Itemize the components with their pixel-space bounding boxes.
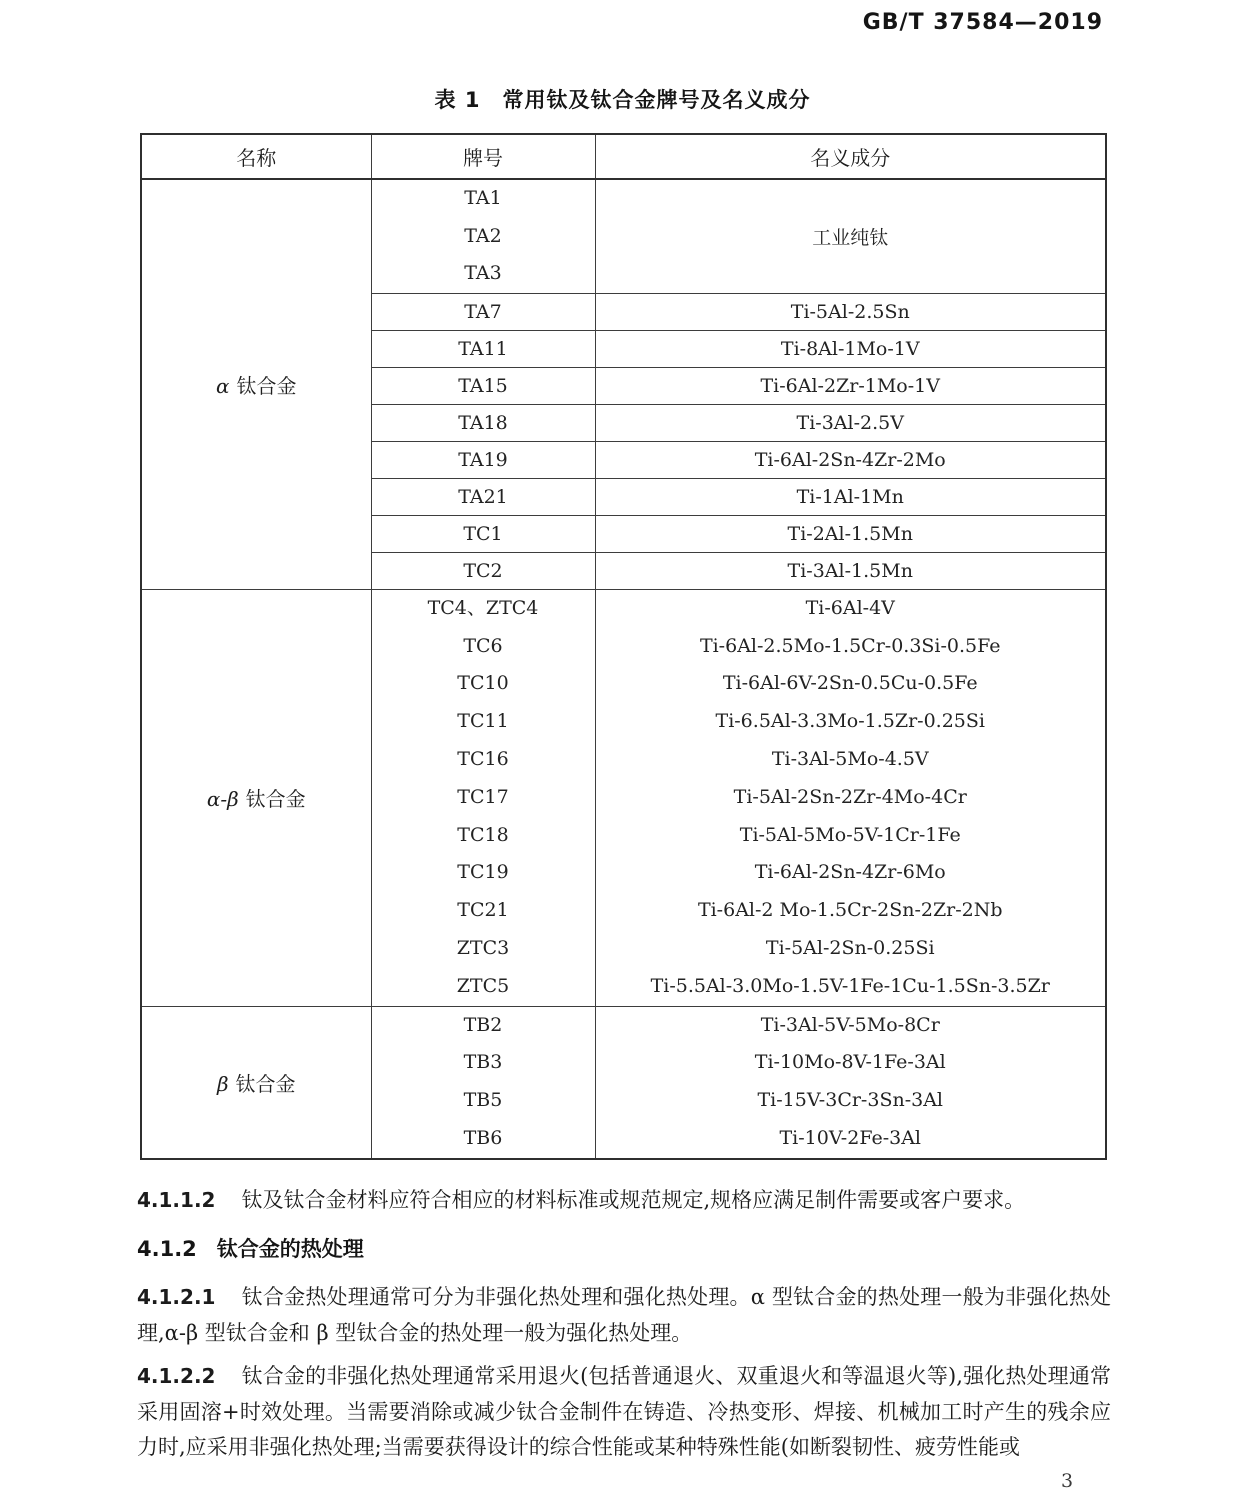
grade-cell: TA18 — [371, 404, 595, 441]
grade-line: TC6 — [463, 634, 503, 657]
composition-cell: 工业纯钛 — [595, 179, 1106, 293]
composition-line: Ti-6.5Al-3.3Mo-1.5Zr-0.25Si — [715, 710, 985, 733]
clause-4112 — [137, 1183, 1111, 1219]
group-name-cell-alpha — [141, 179, 371, 589]
composition-cell: Ti-8Al-1Mo-1V — [595, 330, 1106, 367]
composition-line: Ti-5Al-2Sn-2Zr-4Mo-4Cr — [733, 785, 967, 808]
alpha-symbol: α — [215, 373, 230, 398]
composition-cell: Ti-3Al-2.5V — [595, 404, 1106, 441]
grade-line: ZTC3 — [456, 936, 510, 959]
column-header-composition: 名义成分 — [595, 134, 1106, 179]
table-row — [141, 179, 1106, 293]
composition-line: Ti-6Al-4V — [805, 596, 895, 619]
composition-cell: Ti-3Al-1.5Mn — [595, 552, 1106, 589]
grade-line: TB2 — [463, 1013, 503, 1036]
grade-line: TC10 — [457, 672, 509, 695]
group-name-cell-alpha-beta — [141, 589, 371, 1006]
composition-line: Ti-6Al-2Sn-4Zr-6Mo — [754, 861, 946, 884]
composition-cell: Ti-1Al-1Mn — [595, 478, 1106, 515]
composition-cell: Ti-6Al-2Sn-4Zr-2Mo — [595, 441, 1106, 478]
column-header-grade: 牌号 — [371, 134, 595, 179]
clause-text: 钛合金的热处理 — [216, 1236, 364, 1261]
clause-number: 4.1.2.1 — [137, 1285, 216, 1309]
page-number: 3 — [1060, 1470, 1074, 1492]
composition-line: Ti-6Al-6V-2Sn-0.5Cu-0.5Fe — [722, 672, 978, 695]
table-header-row — [141, 134, 1106, 179]
grade-line: TC16 — [457, 747, 509, 770]
grade-cell: TC2 — [371, 552, 595, 589]
composition-cell: Ti-6Al-2Zr-1Mo-1V — [595, 367, 1106, 404]
table-row — [141, 589, 1106, 1006]
clause-text: 钛合金的非强化热处理通常采用退火(包括普通退火、双重退火和等温退火等),强化热处理通常采用固溶+时效处理。当需要消除或减少钛合金制件在铸造、冷热变形、焊接、机械加工时产生的残余应力时,应采用非强化热处理;当需要获得设计的综合性能或某种特殊性能(如断裂韧性、疲劳性能或 — [137, 1364, 1111, 1459]
clause-4121 — [137, 1280, 1111, 1351]
grade-cell — [371, 179, 595, 293]
grade-line: TA1 — [464, 187, 502, 209]
doc-number: GB/T 37584—2019 — [862, 10, 1103, 35]
column-header-name: 名称 — [141, 134, 371, 179]
clause-text: 钛及钛合金材料应符合相应的材料标准或规范规定,规格应满足制件需要或客户要求。 — [241, 1188, 1026, 1212]
grade-cell: TA19 — [371, 441, 595, 478]
grade-cell: TA11 — [371, 330, 595, 367]
composition-cell: Ti-5Al-2.5Sn — [595, 293, 1106, 330]
group-name-cell-beta — [141, 1006, 371, 1159]
composition-cell — [595, 1006, 1106, 1159]
grade-cell: TC1 — [371, 515, 595, 552]
clause-text: 钛合金热处理通常可分为非强化热处理和强化热处理。α 型钛合金的热处理一般为非强化热处理,α-β 型钛合金和 β 型钛合金的热处理一般为强化热处理。 — [137, 1285, 1111, 1345]
composition-cell: Ti-2Al-1.5Mn — [595, 515, 1106, 552]
composition-line: Ti-6Al-2 Mo-1.5Cr-2Sn-2Zr-2Nb — [697, 899, 1003, 922]
grade-line: TA2 — [464, 224, 502, 247]
composition-line: Ti-3Al-5Mo-4.5V — [771, 747, 929, 770]
grade-line: TC19 — [457, 861, 509, 884]
grade-line: TC11 — [457, 710, 509, 733]
composition-line: Ti-15V-3Cr-3Sn-3Al — [757, 1089, 944, 1112]
group-label: 钛合金 — [236, 373, 297, 398]
grade-line: TB5 — [463, 1089, 503, 1112]
grade-cell: TA7 — [371, 293, 595, 330]
composition-line: Ti-3Al-5V-5Mo-8Cr — [760, 1013, 940, 1036]
alpha-beta-symbol: α-β — [206, 787, 239, 812]
alloy-table — [140, 133, 1107, 1160]
grade-cell — [371, 589, 595, 1006]
grade-line: TA3 — [464, 262, 502, 285]
grade-line: TB3 — [463, 1051, 503, 1074]
composition-line: Ti-5Al-5Mo-5V-1Cr-1Fe — [739, 823, 961, 846]
composition-cell — [595, 589, 1106, 1006]
grade-line: TC17 — [457, 785, 509, 808]
table-title: 表 1 常用钛及钛合金牌号及名义成分 — [434, 88, 811, 112]
composition-line: Ti-5Al-2Sn-0.25Si — [765, 936, 935, 959]
clause-number: 4.1.1.2 — [137, 1188, 216, 1212]
table-row — [141, 1006, 1106, 1159]
composition-line: Ti-5.5Al-3.0Mo-1.5V-1Fe-1Cu-1.5Sn-3.5Zr — [650, 974, 1050, 997]
body-text-block — [137, 1183, 1111, 1466]
clause-number: 4.1.2.2 — [137, 1364, 216, 1388]
composition-line: Ti-6Al-2.5Mo-1.5Cr-0.3Si-0.5Fe — [699, 634, 1001, 657]
grade-line: TB6 — [463, 1126, 503, 1149]
beta-symbol: β — [216, 1071, 229, 1096]
section-heading-412 — [137, 1232, 1111, 1268]
group-label: 钛合金 — [245, 787, 306, 812]
grade-line: TC4、ZTC4 — [427, 596, 539, 619]
composition-line: Ti-10V-2Fe-3Al — [779, 1126, 922, 1149]
grade-line: TC18 — [457, 823, 509, 846]
composition-line: Ti-10Mo-8V-1Fe-3Al — [754, 1051, 946, 1074]
grade-cell: TA21 — [371, 478, 595, 515]
grade-cell: TA15 — [371, 367, 595, 404]
clause-number: 4.1.2 — [137, 1236, 197, 1261]
group-label: 钛合金 — [235, 1071, 296, 1096]
clause-4122 — [137, 1359, 1111, 1466]
grade-line: ZTC5 — [456, 974, 510, 997]
grade-line: TC21 — [457, 899, 509, 922]
grade-cell — [371, 1006, 595, 1159]
